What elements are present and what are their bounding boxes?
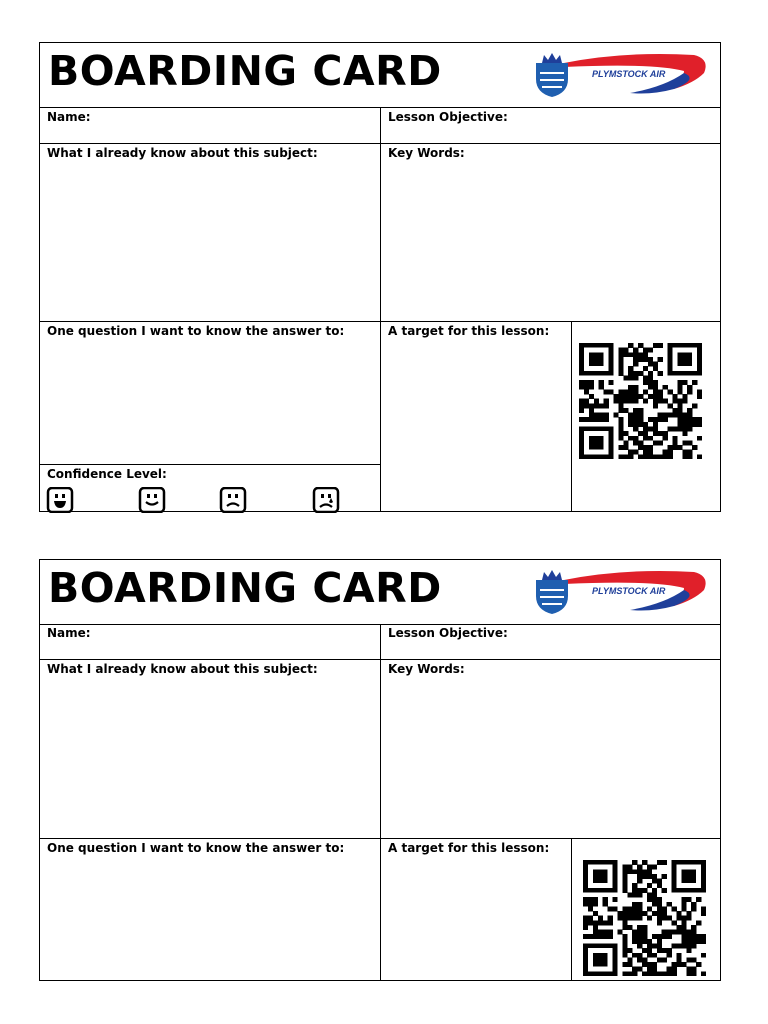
logo-text: PLYMSTOCK AIR	[592, 69, 666, 79]
question-field[interactable]	[40, 322, 380, 464]
name-field[interactable]	[40, 624, 380, 659]
prior-knowledge-label: What I already know about this subject:	[47, 662, 318, 676]
plymstock-air-logo	[534, 49, 710, 97]
card-title: BOARDING CARD	[48, 47, 442, 95]
question-field[interactable]	[40, 839, 380, 980]
lesson-objective-field[interactable]	[381, 108, 720, 143]
lesson-objective-field[interactable]	[381, 624, 720, 659]
boarding-card-2	[39, 559, 721, 981]
confidence-level-label: Confidence Level:	[47, 467, 167, 481]
qr-code[interactable]	[583, 860, 706, 976]
sad-face-icon[interactable]	[219, 487, 247, 513]
name-field[interactable]	[40, 108, 380, 143]
lesson-target-label: A target for this lesson:	[388, 841, 550, 855]
question-label: One question I want to know the answer to:	[47, 841, 345, 855]
qr-code[interactable]	[579, 343, 702, 459]
divider	[571, 838, 572, 980]
divider	[571, 321, 572, 511]
lesson-target-field[interactable]	[381, 839, 571, 980]
lesson-target-label: A target for this lesson:	[388, 324, 550, 338]
card-header	[40, 43, 720, 108]
plymstock-air-logo	[534, 566, 710, 614]
very-happy-face-icon[interactable]	[46, 487, 74, 513]
key-words-label: Key Words:	[388, 146, 465, 160]
logo-text: PLYMSTOCK AIR	[592, 586, 666, 596]
key-words-field[interactable]	[381, 144, 720, 321]
card-title: BOARDING CARD	[48, 564, 442, 612]
happy-face-icon[interactable]	[138, 487, 166, 513]
lesson-target-field[interactable]	[381, 322, 571, 511]
name-label: Name:	[47, 626, 91, 640]
key-words-field[interactable]	[381, 660, 720, 838]
lesson-objective-label: Lesson Objective:	[388, 110, 508, 124]
crying-face-icon[interactable]	[312, 487, 340, 513]
boarding-card-1	[39, 42, 721, 512]
card-header	[40, 560, 720, 625]
name-label: Name:	[47, 110, 91, 124]
key-words-label: Key Words:	[388, 662, 465, 676]
prior-knowledge-label: What I already know about this subject:	[47, 146, 318, 160]
question-label: One question I want to know the answer to:	[47, 324, 345, 338]
prior-knowledge-field[interactable]	[40, 144, 380, 321]
lesson-objective-label: Lesson Objective:	[388, 626, 508, 640]
prior-knowledge-field[interactable]	[40, 660, 380, 838]
